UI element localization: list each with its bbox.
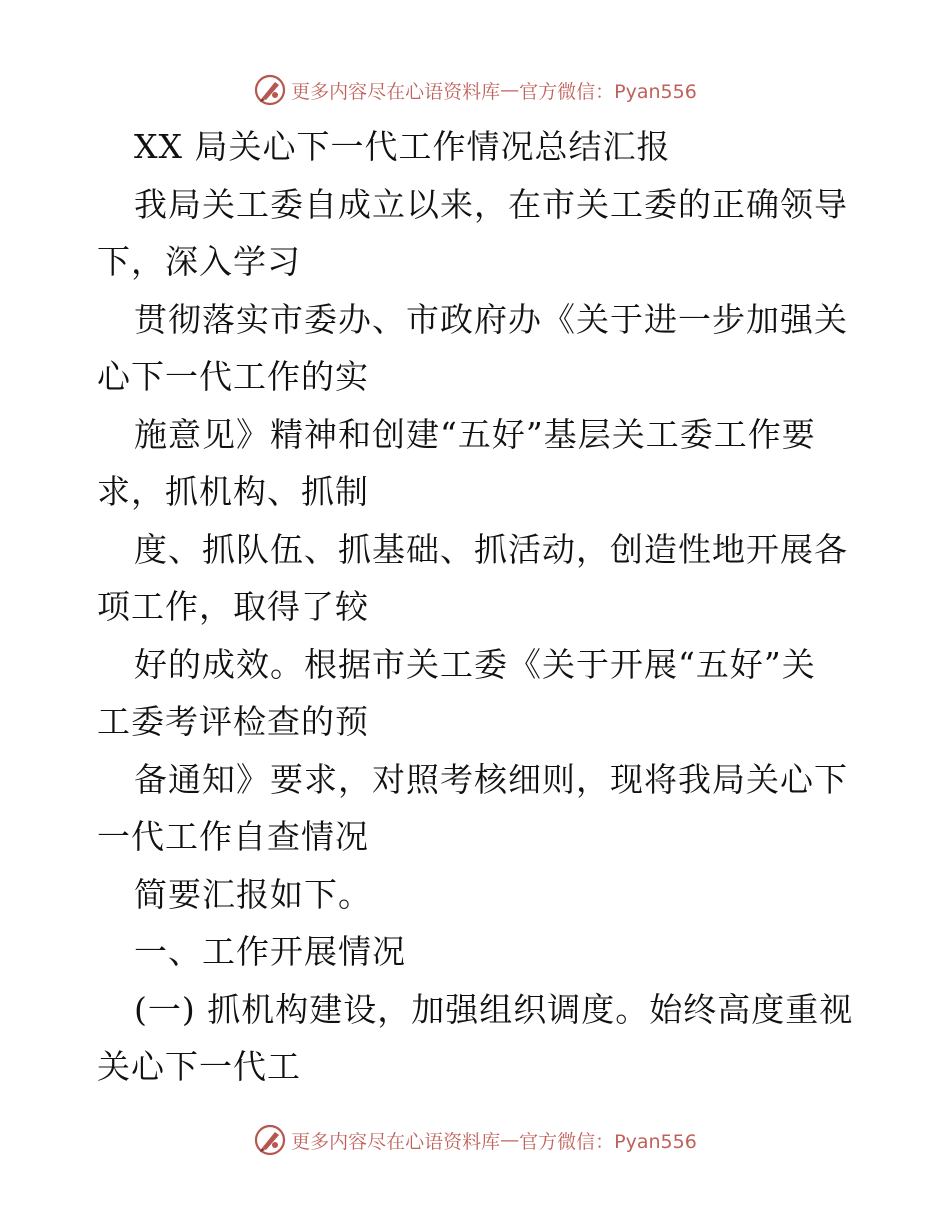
paragraph-line: 备通知》要求，对照考核细则，现将我局关心下 xyxy=(134,759,848,799)
watermark-wechat-text: 官方微信：Pyan556 xyxy=(519,80,697,103)
watermark-main-text: 更多内容尽在心语资料库 xyxy=(291,1130,501,1153)
paragraph-line: 我局关工委自成立以来，在市关工委的正确领导 xyxy=(134,184,848,224)
paragraph-line: (一) 抓机构建设，加强组织调度。始终高度重视 xyxy=(134,989,854,1029)
paragraph-line: 一代工作自查情况 xyxy=(97,817,369,856)
paragraph-line: 项工作，取得了较 xyxy=(97,587,369,626)
paragraph-line: 贯彻落实市委办、市政府办《关于进一步加强关 xyxy=(134,299,848,339)
pen-logo-icon xyxy=(253,73,287,107)
paragraph-line: 简要汇报如下。 xyxy=(134,874,372,914)
paragraph-line: 度、抓队伍、抓基础、抓活动，创造性地开展各 xyxy=(134,529,848,569)
watermark-wechat-text: 官方微信：Pyan556 xyxy=(519,1130,697,1153)
paragraph-line: 好的成效。根据市关工委《关于开展“五好”关 xyxy=(134,644,816,684)
paragraph-line: 求，抓机构、抓制 xyxy=(97,472,369,511)
pen-logo-icon xyxy=(253,1123,287,1157)
watermark-dash: — xyxy=(500,1129,520,1151)
document-title: XX 局关心下一代工作情况总结汇报 xyxy=(134,127,671,166)
header-watermark xyxy=(0,70,950,110)
paragraph-line: 心下一代工作的实 xyxy=(97,357,369,396)
watermark-dash: — xyxy=(500,79,520,101)
paragraph-line: 关心下一代工 xyxy=(97,1047,301,1086)
paragraph-line: 工委考评检查的预 xyxy=(97,702,369,741)
section-heading: 一、工作开展情况 xyxy=(134,932,406,971)
document-body xyxy=(97,118,857,1096)
paragraph-line: 施意见》精神和创建“五好”基层关工委工作要 xyxy=(134,414,816,454)
watermark-main-text: 更多内容尽在心语资料库 xyxy=(291,80,501,103)
paragraph-line: 下，深入学习 xyxy=(97,242,301,281)
footer-watermark xyxy=(0,1120,950,1160)
